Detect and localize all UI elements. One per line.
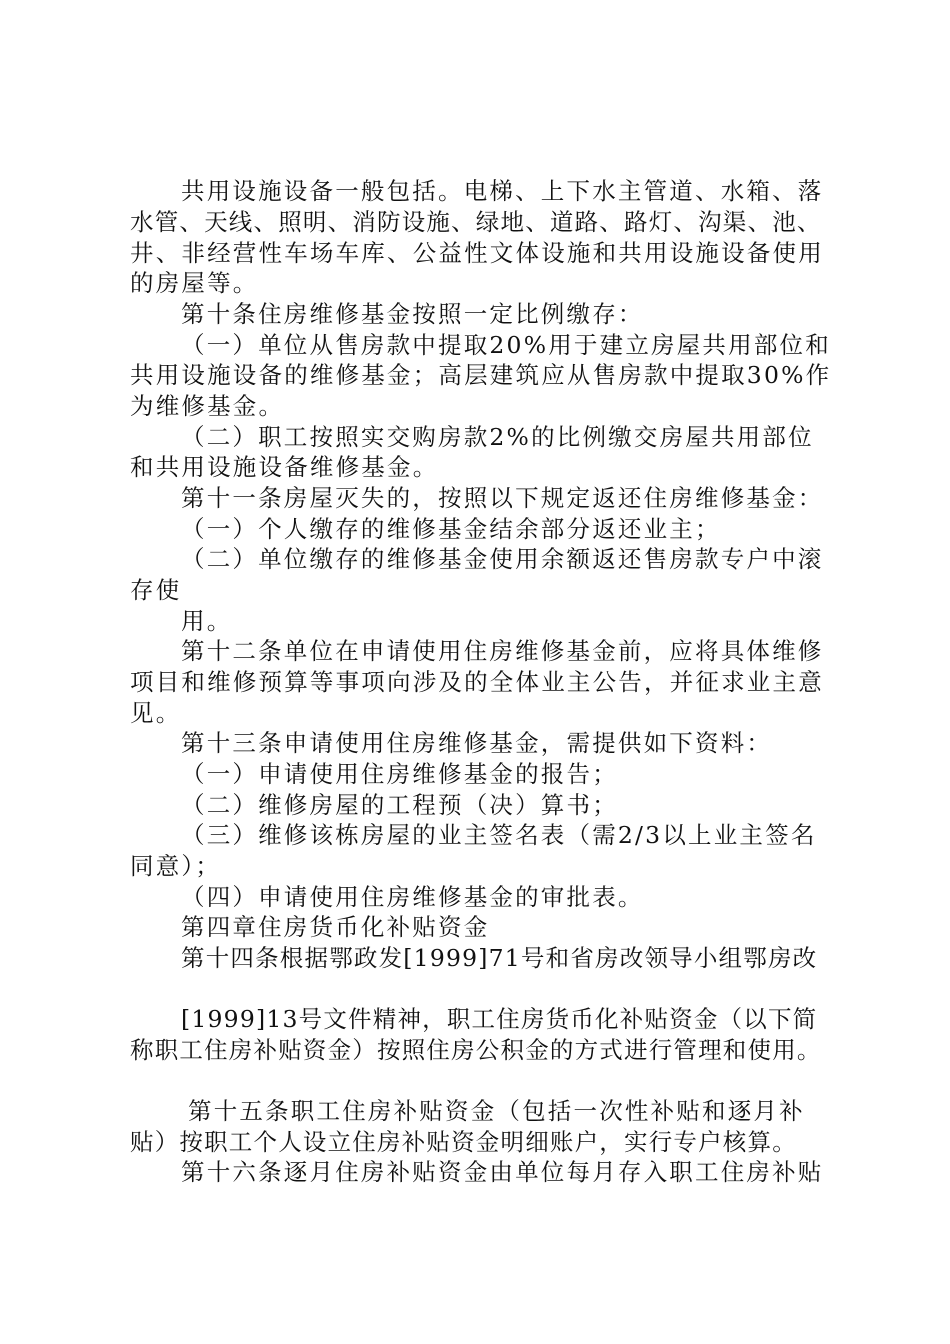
paragraph-line: 第十三条申请使用住房维修基金，需提供如下资料： bbox=[181, 729, 773, 757]
paragraph-line: 项目和维修预算等事项向涉及的全体业主公告，并征求业主意 bbox=[130, 668, 824, 696]
paragraph-line: （二）职工按照实交购房款2%的比例缴交房屋共用部位 bbox=[181, 423, 814, 451]
paragraph-line: 第十五条职工住房补贴资金（包括一次性补贴和逐月补 bbox=[188, 1097, 805, 1125]
paragraph-line: 第十条住房维修基金按照一定比例缴存： bbox=[181, 300, 644, 328]
paragraph-line: 贴）按职工个人设立住房补贴资金明细账户，实行专户核算。 bbox=[130, 1128, 797, 1156]
paragraph-line: 存使 bbox=[130, 576, 182, 604]
paragraph-line: 第十一条房屋灭失的，按照以下规定返还住房维修基金： bbox=[181, 484, 824, 512]
paragraph-line: 第十四条根据鄂政发[1999]71号和省房改领导小组鄂房改 bbox=[181, 944, 818, 972]
paragraph-line: （三）维修该栋房屋的业主签名表（需2/3以上业主签名 bbox=[181, 821, 817, 849]
paragraph-line: 见。 bbox=[130, 699, 182, 727]
paragraph-line: （二）单位缴存的维修基金使用余额返还售房款专户中滚 bbox=[181, 545, 824, 573]
paragraph-line: 为维修基金。 bbox=[130, 392, 285, 420]
paragraph-line: 水管、天线、照明、消防设施、绿地、道路、路灯、沟渠、池、 bbox=[130, 208, 822, 236]
paragraph-line: 第十六条逐月住房补贴资金由单位每月存入职工住房补贴 bbox=[181, 1158, 824, 1186]
paragraph-line: （二）维修房屋的工程预（决）算书； bbox=[181, 791, 618, 819]
paragraph-line: 称职工住房补贴资金）按照住房公积金的方式进行管理和使用。 bbox=[130, 1036, 822, 1064]
paragraph-line: （四）申请使用住房维修基金的审批表。 bbox=[181, 883, 644, 911]
paragraph-line: [1999]13号文件精神，职工住房货币化补贴资金（以下简 bbox=[181, 1005, 818, 1033]
paragraph-line: 的房屋等。 bbox=[130, 269, 259, 297]
paragraph-line: 和共用设施设备维修基金。 bbox=[130, 453, 439, 481]
paragraph-line: 用。 bbox=[181, 607, 233, 635]
paragraph-line: 第十二条单位在申请使用住房维修基金前，应将具体维修 bbox=[181, 637, 824, 665]
paragraph-line: （一）个人缴存的维修基金结余部分返还业主； bbox=[181, 515, 721, 543]
paragraph-line: 共用设施设备的维修基金；高层建筑应从售房款中提取30%作 bbox=[130, 361, 832, 389]
paragraph-line: （一）单位从售房款中提取20%用于建立房屋共用部位和 bbox=[181, 331, 831, 359]
chapter-heading: 第四章住房货币化补贴资金 bbox=[181, 913, 490, 941]
paragraph-line: 共用设施设备一般包括。电梯、上下水主管道、水箱、落 bbox=[181, 177, 824, 205]
paragraph-line: 井、非经营性车场车库、公益性文体设施和共用设施设备使用 bbox=[130, 239, 824, 267]
paragraph-line: （一）申请使用住房维修基金的报告； bbox=[181, 760, 618, 788]
paragraph-line: 同意）； bbox=[130, 852, 222, 880]
